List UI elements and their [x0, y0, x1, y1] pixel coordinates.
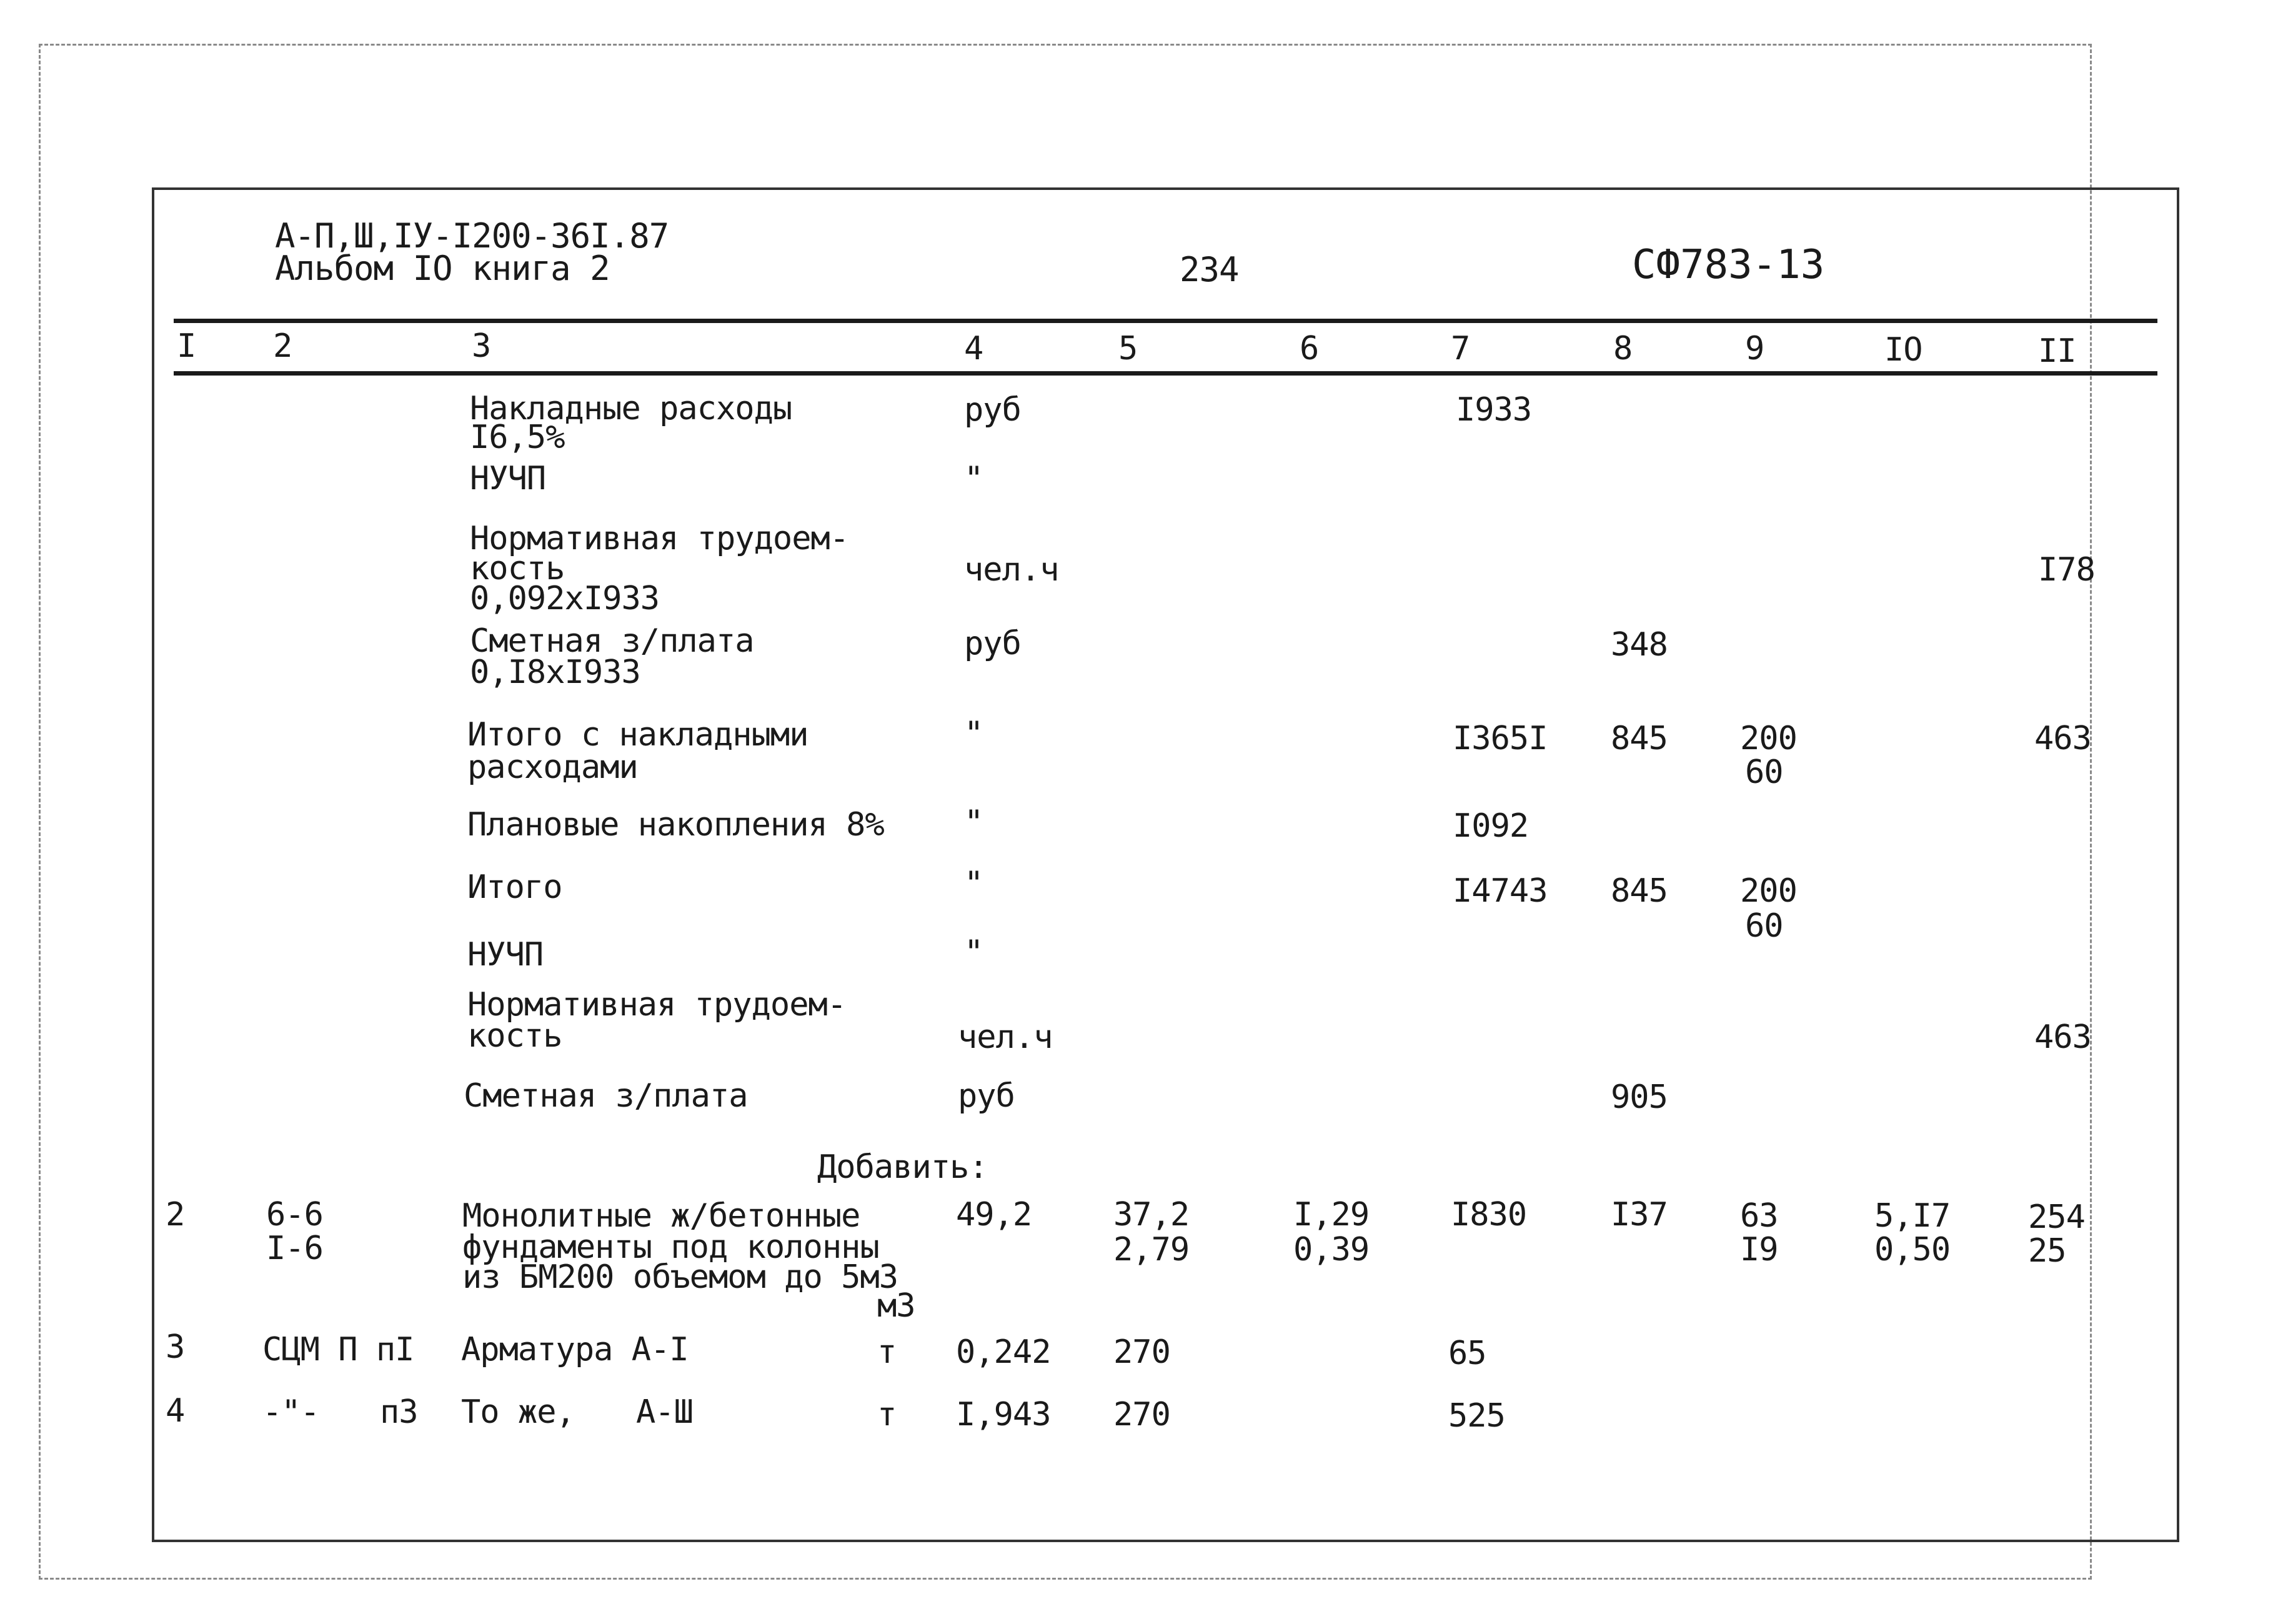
item-description: Сметная з/плата	[470, 622, 754, 660]
cell-col8: 845	[1611, 872, 1668, 910]
cell-col7: I4743	[1453, 872, 1548, 910]
sheet-stamp: СФ783-13	[1632, 242, 1825, 288]
item-description: 0,I8xI933	[470, 654, 640, 691]
page-number: 234	[1180, 250, 1239, 289]
cell-col8: 845	[1611, 720, 1668, 757]
column-header: 4	[964, 330, 983, 367]
cell-col11: 254	[2028, 1198, 2085, 1236]
unit: руб	[958, 1077, 1015, 1115]
header-bottom-rule	[174, 371, 2157, 376]
cell-col9: 200	[1740, 872, 1797, 910]
item-unit: м3	[877, 1287, 915, 1325]
cell-col4: 0,242	[956, 1333, 1051, 1371]
cell-col11: 25	[2028, 1232, 2066, 1270]
header-top-rule	[174, 319, 2157, 323]
column-header: IO	[1884, 331, 1922, 369]
document-code: А-П,Ш,IУ-I200-36I.87	[275, 216, 669, 256]
cell-col5: 37,2	[1113, 1196, 1190, 1233]
item-description: Монолитные ж/бетонные	[462, 1197, 860, 1235]
cell-col5: 270	[1113, 1396, 1170, 1433]
column-header: II	[2038, 332, 2076, 370]
unit: чел.ч	[964, 551, 1059, 589]
item-description: Итого	[467, 869, 562, 906]
unit: "	[964, 460, 983, 497]
unit: т	[877, 1333, 897, 1371]
row-number: 3	[166, 1328, 185, 1366]
item-description: кость	[467, 1017, 562, 1055]
unit: "	[964, 934, 983, 971]
column-header: I	[177, 327, 196, 365]
item-description: То же,	[461, 1393, 575, 1431]
column-header: 2	[273, 327, 292, 365]
item-code: СЦМ П пI	[262, 1331, 414, 1368]
row-number: 2	[166, 1196, 185, 1233]
unit: "	[964, 804, 983, 841]
column-header: 3	[472, 327, 491, 365]
column-header: 8	[1613, 330, 1633, 367]
cell-col9: 60	[1745, 907, 1783, 945]
item-description: Нормативная трудоем-	[470, 520, 849, 557]
cell-col7: I933	[1456, 391, 1532, 429]
item-description: I6,5%	[470, 419, 565, 456]
cell-col9: 60	[1745, 754, 1783, 791]
item-description: А-Ш	[636, 1393, 693, 1431]
cell-col9: 200	[1740, 720, 1797, 757]
item-code: 6-6	[266, 1196, 323, 1233]
item-description: фундаменты под колонны	[462, 1228, 879, 1266]
cell-col4: I,943	[956, 1396, 1051, 1433]
column-header: 9	[1745, 330, 1764, 367]
item-code: -"-	[262, 1393, 319, 1431]
add-label: Добавить:	[817, 1148, 988, 1186]
cell-col4: 49,2	[956, 1196, 1032, 1233]
row-number: 4	[166, 1392, 185, 1430]
cell-col9: 63	[1740, 1197, 1778, 1235]
item-description: НУЧП	[467, 936, 544, 974]
item-description: Итого с накладными	[467, 716, 808, 754]
unit: руб	[964, 625, 1021, 662]
cell-col7: 65	[1448, 1335, 1486, 1372]
cell-col7: I092	[1453, 807, 1529, 845]
item-description: Нормативная трудоем-	[467, 986, 847, 1024]
cell-col8: 348	[1611, 626, 1668, 664]
item-code: I-6	[266, 1230, 323, 1267]
cell-col7: I830	[1451, 1196, 1527, 1233]
cell-col5: 270	[1113, 1333, 1170, 1371]
item-description: Сметная з/плата	[464, 1077, 748, 1115]
cell-col9: I9	[1740, 1231, 1778, 1268]
cell-col10: 5,I7	[1874, 1197, 1951, 1235]
cell-col11: 463	[2034, 720, 2091, 757]
item-description: НУЧП	[470, 460, 546, 497]
unit: чел.ч	[958, 1019, 1053, 1056]
item-description: Плановые накопления 8%	[467, 806, 884, 844]
column-header: 5	[1118, 330, 1138, 367]
cell-col10: 0,50	[1874, 1231, 1951, 1268]
cell-col11: I78	[2038, 551, 2095, 589]
cell-col5: 2,79	[1113, 1231, 1190, 1268]
cell-col6: I,29	[1293, 1196, 1370, 1233]
unit: "	[964, 865, 983, 902]
column-header: 6	[1300, 330, 1319, 367]
cell-col7: 525	[1448, 1397, 1505, 1435]
item-description: Накладные расходы	[470, 390, 792, 427]
unit: т	[877, 1396, 897, 1433]
item-code: п3	[380, 1393, 418, 1431]
cell-col7: I365I	[1453, 720, 1548, 757]
unit: "	[964, 715, 983, 752]
item-description: Арматура А-I	[461, 1331, 689, 1368]
cell-col11: 463	[2034, 1019, 2091, 1056]
item-description: 0,092xI933	[470, 580, 660, 617]
album-label: Альбом IO книга 2	[275, 249, 610, 288]
unit: руб	[964, 391, 1021, 429]
cell-col8: I37	[1611, 1196, 1668, 1233]
column-header: 7	[1451, 330, 1470, 367]
item-description: кость	[470, 550, 565, 587]
item-description: из БМ200 объемом до 5м3	[462, 1258, 898, 1296]
cell-col8: 905	[1611, 1079, 1668, 1116]
item-description: расходами	[467, 749, 638, 786]
cell-col6: 0,39	[1293, 1231, 1370, 1268]
